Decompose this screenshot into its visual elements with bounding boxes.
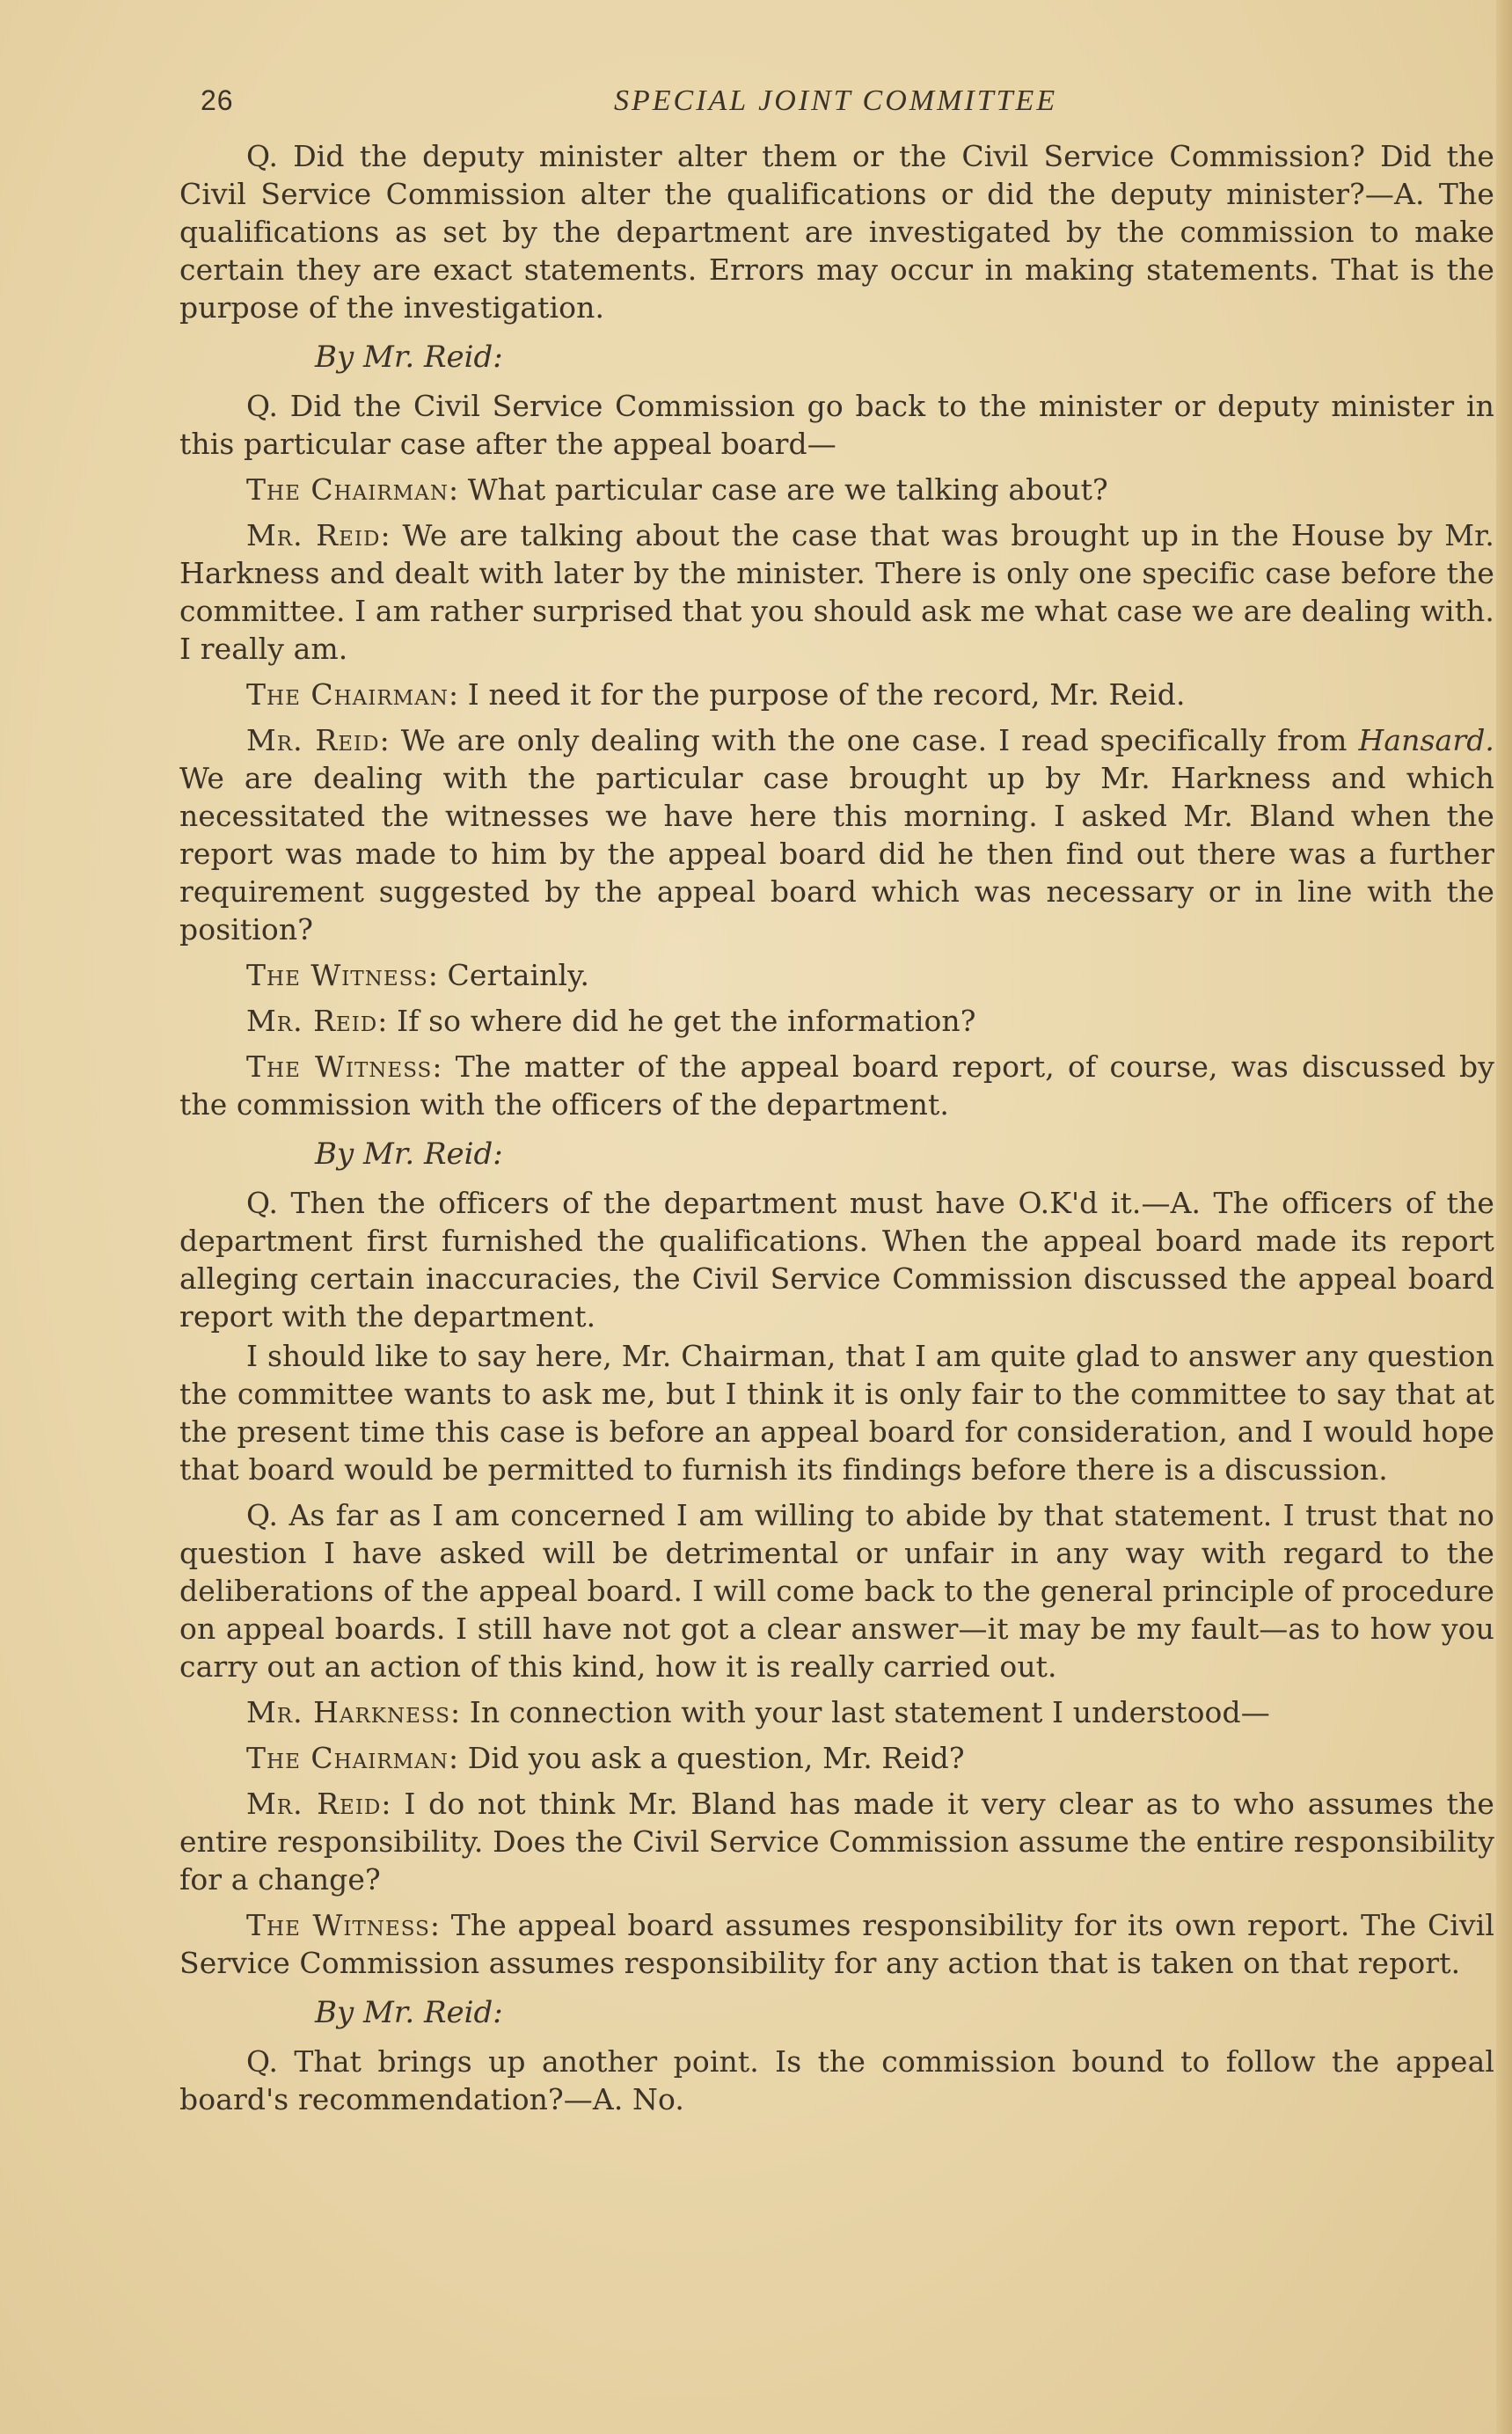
speaker-name: The Witness (246, 1908, 430, 1942)
page-number: 26 (201, 84, 234, 116)
page-content (165, 84, 1498, 2126)
speaker-paragraph: The Chairman: Did you ask a question, Mr. Reid? (246, 1741, 965, 1775)
paragraph: Q. As far as I am concerned I am willing to abide by that statement. I trust that no question I have asked will be detrimental or unfair in any way with regard to the deliberations of the appeal board. I will come back to the general principle of procedure on appeal boards. I still have not got a clear answer—it may be my fault—as to how you carry out an action of this kind, how it is really carried out. (179, 1498, 1494, 1684)
speaker-name: The Chairman (246, 677, 449, 712)
speaker-paragraph: Mr. Reid: If so where did he get the information? (246, 1004, 976, 1038)
speaker-paragraph: The Witness: Certainly. (246, 958, 590, 992)
paragraph: Q. Did the Civil Service Commission go back to the minister or deputy minister in this particular case after the appeal board— (179, 389, 1494, 461)
paragraph: Q. Did the deputy minister alter them or the Civil Service Commission? Did the Civil Service Commission alter the qualifications or did the deputy minister?—A. The qualifications as set by the department are investigated by the commission to make certain they are exact statements. Errors may occur in making statements. That is the purpose of the investigation. (179, 139, 1494, 325)
speaker-name: The Chairman (246, 472, 449, 507)
speaker-name: The Witness (246, 1049, 433, 1084)
running-head (183, 84, 1498, 137)
speaker-paragraph: The Witness: The appeal board assumes responsibility for its own report. The Civil Service Commission assumes responsibility for any action that is taken on that report. (179, 1908, 1495, 1980)
speaker-paragraph: Mr. Reid: We are talking about the case that was brought up in the House by Mr. Harkness and dealt with later by the minister. There is only one specific case before the committee. I am rather surprised that you should ask me what case we are dealing with. I really am. (179, 518, 1495, 666)
paragraph: Q. That brings up another point. Is the commission bound to follow the appeal board's recommendation?—A. No. (179, 2044, 1494, 2116)
page-edge (1496, 0, 1512, 2434)
speaker-name: The Witness (246, 958, 428, 992)
speaker-name: Mr. Reid (246, 1004, 378, 1038)
by-line: By Mr. Reid: (315, 1995, 503, 2030)
speaker-name: Mr. Reid (246, 1787, 382, 1821)
by-line: By Mr. Reid: (315, 1137, 503, 1172)
speaker-paragraph: Mr. Harkness: In connection with your last statement I understood— (246, 1695, 1270, 1729)
speaker-paragraph: The Witness: The matter of the appeal board report, of course, was discussed by the commission with the officers of the department. (179, 1049, 1495, 1122)
by-line: By Mr. Reid: (315, 340, 503, 375)
running-title: SPECIAL JOINT COMMITTEE (614, 84, 1058, 117)
speaker-paragraph: Mr. Reid: I do not think Mr. Bland has made it very clear as to who assumes the entire responsibility. Does the Civil Service Commission assume the entire responsibility for a change? (179, 1787, 1494, 1897)
paragraph: Q. Then the officers of the department must have O.K'd it.—A. The officers of the department first furnished the qualifications. When the appeal board made its report alleging certain inaccuracies, the Civil Service Commission discussed the appeal board report with the department. (179, 1186, 1494, 1334)
hansard-reference: Hansard. (1358, 723, 1495, 757)
speaker-paragraph: Mr. Reid: We are only dealing with the one case. I read specifically from Hansard. We are dealing with the particular case brought up by Mr. Harkness and which necessitated the witnesses we have here this morning. I asked Mr. Bland when the report was made to him by the appeal board did he then find out there was a further requirement suggested by the appeal board which was necessary or in line with the position? (179, 723, 1495, 947)
speaker-name: Mr. Reid (246, 723, 380, 757)
speaker-paragraph: The Chairman: I need it for the purpose of the record, Mr. Reid. (246, 677, 1186, 712)
speaker-name: The Chairman (246, 1741, 449, 1775)
speaker-name: Mr. Reid (246, 518, 381, 552)
speaker-name: Mr. Harkness (246, 1695, 450, 1729)
speaker-paragraph: The Chairman: What particular case are we talking about? (246, 472, 1108, 507)
paragraph: I should like to say here, Mr. Chairman, that I am quite glad to answer any question the committee wants to ask me, but I think it is only fair to the committee to say that at the present time this case is before an appeal board for consideration, and I would hope that board would be permitted to furnish its findings before there is a discussion. (179, 1339, 1494, 1487)
